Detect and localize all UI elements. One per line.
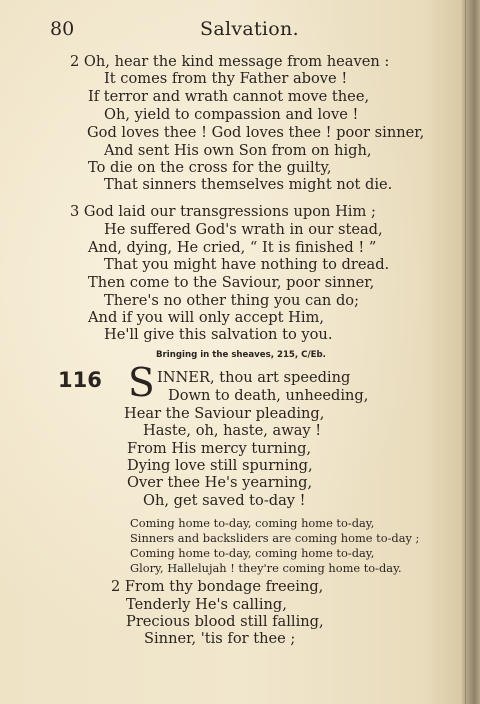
chorus-line: Sinners and backsliders are coming home to-day ;	[130, 531, 420, 545]
verse-line: That sinners themselves might not die.	[104, 176, 393, 193]
drop-capital: S	[128, 361, 155, 406]
verse-line: Oh, yield to compassion and love !	[104, 106, 359, 123]
verse-line: Down to death, unheeding,	[168, 387, 369, 404]
running-head: Salvation.	[200, 18, 299, 40]
verse-line: To die on the cross for the guilty,	[88, 159, 332, 176]
verse-line: From His mercy turning,	[127, 440, 312, 457]
verse-line: And, dying, He cried, “ It is finished ! ”	[88, 239, 377, 256]
tune-reference: Bringing in the sheaves, 215, C/Eb.	[156, 350, 326, 360]
verse-line: If terror and wrath cannot move thee,	[88, 88, 370, 105]
verse-line: It comes from thy Father above !	[104, 70, 348, 87]
verse-line: He suffered God's wrath in our stead,	[104, 221, 383, 238]
verse-line: That you might have nothing to dread.	[104, 256, 390, 273]
verse-line: 2 From thy bondage freeing,	[111, 578, 324, 595]
verse-line: There's no other thing you can do;	[104, 292, 359, 309]
verse-line: Tenderly He's calling,	[126, 596, 287, 613]
verse-line: Hear the Saviour pleading,	[124, 405, 325, 422]
page-number: 80	[50, 18, 75, 40]
verse-line: 2 Oh, hear the kind message from heaven :	[70, 53, 390, 70]
verse-line: Precious blood still falling,	[126, 613, 324, 630]
chorus-line: Coming home to-day, coming home to-day,	[130, 516, 375, 530]
verse-line: And sent His own Son from on high,	[104, 142, 372, 159]
spine-fold-line	[465, 0, 466, 704]
verse-line: And if you will only accept Him,	[88, 309, 324, 326]
hymn-number: 116	[58, 368, 102, 392]
verse-line: He'll give this salvation to you.	[104, 326, 333, 343]
verse-line: God loves thee ! God loves thee ! poor sinner,	[87, 124, 425, 141]
verse-line: INNER, thou art speeding	[157, 369, 351, 386]
verse-line: 3 God laid our transgressions upon Him ;	[70, 203, 376, 220]
page-header	[50, 18, 450, 46]
verse-line: Dying love still spurning,	[127, 457, 313, 474]
verse-line: Over thee He's yearning,	[127, 474, 313, 491]
verse-line: Oh, get saved to-day !	[143, 492, 306, 509]
chorus-line: Glory, Hallelujah ! they're coming home to-day.	[130, 561, 402, 575]
chorus-line: Coming home to-day, coming home to-day,	[130, 546, 375, 560]
verse-line: Sinner, 'tis for thee ;	[144, 630, 296, 647]
verse-line: Haste, oh, haste, away !	[143, 422, 322, 439]
verse-line: Then come to the Saviour, poor sinner,	[88, 274, 375, 291]
